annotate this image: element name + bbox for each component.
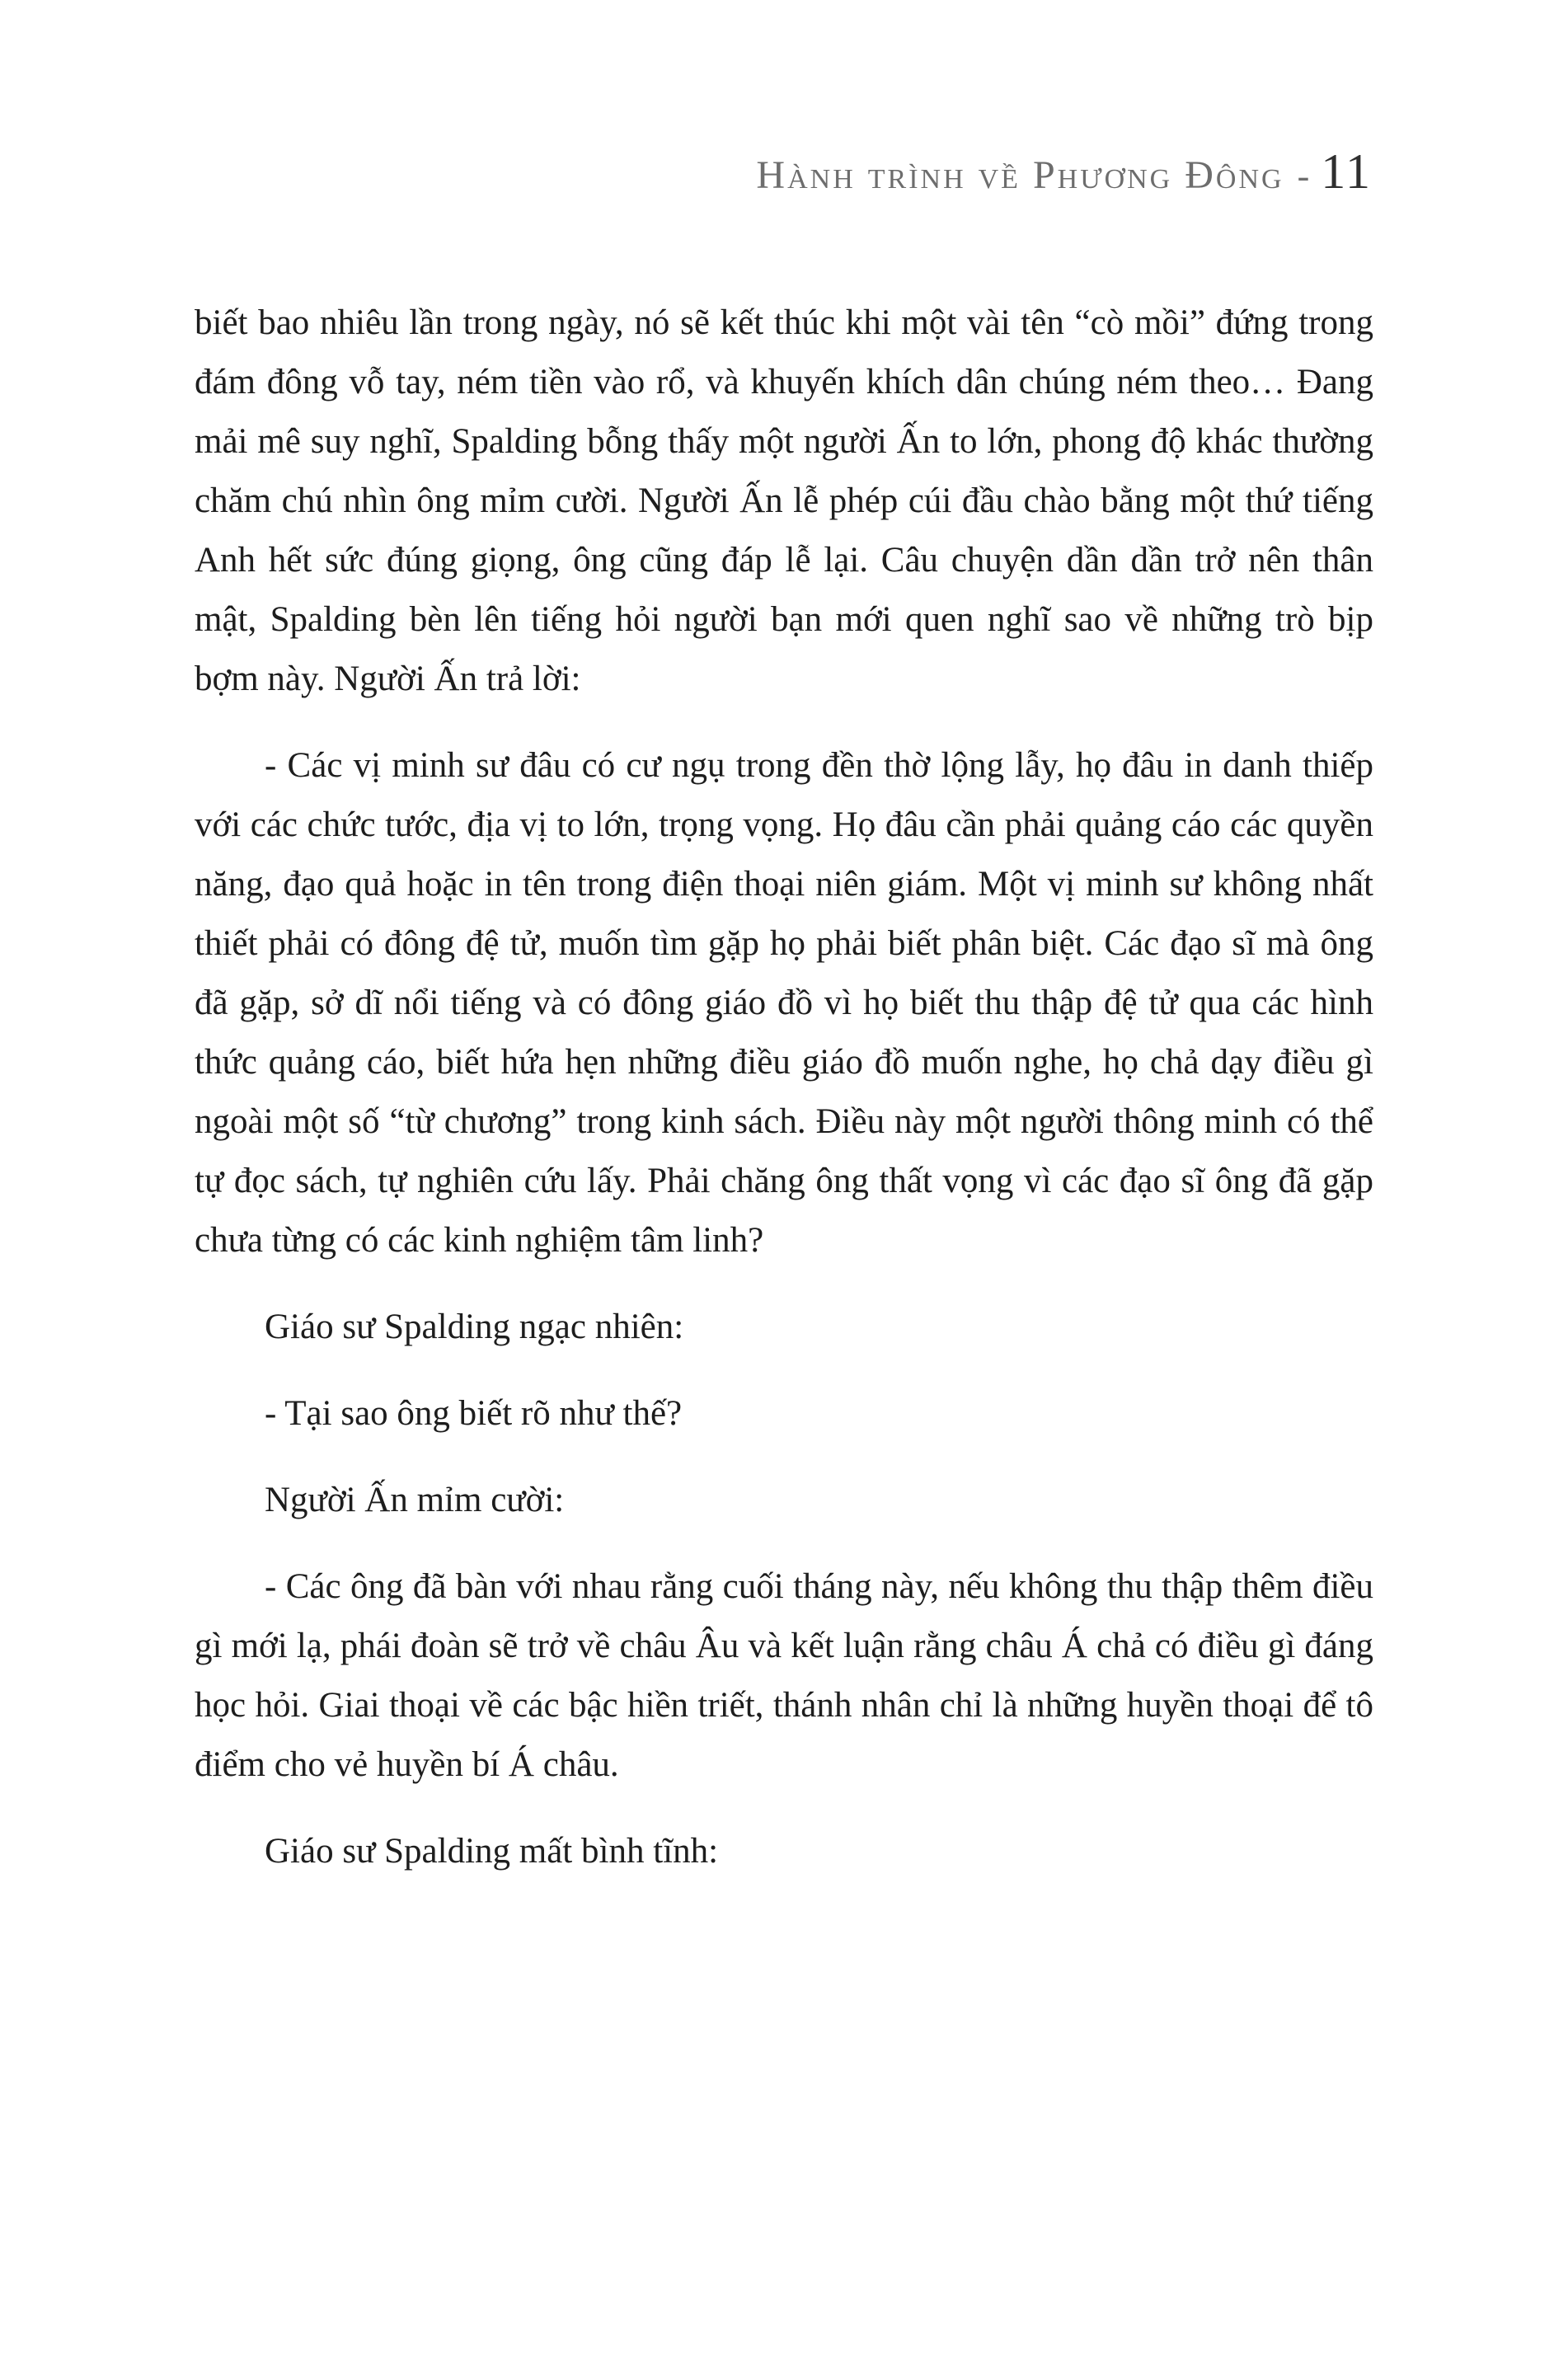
paragraph: Người Ấn mỉm cười: bbox=[265, 1481, 565, 1519]
paragraph: - Các vị minh sư đâu có cư ngụ trong đền thờ lộng lẫy, họ đâu in danh thiếp với các chức tước, địa vị to lớn, trọng vọng. Họ đâu cần phải quảng cáo các quyền năng, đạo quả hoặc in tên trong điện thoại niên giám. Một vị minh sư không nhất thiết phải có đông đệ tử, muốn tìm gặp họ phải biết phân biệt. Các đạo sĩ mà ông đã gặp, sở dĩ nổi tiếng và có đông giáo đồ vì họ biết thu thập đệ tử qua các hình thức quảng cáo, biết hứa hẹn những điều giáo đồ muốn nghe, họ chả dạy điều gì ngoài một số “từ chương” trong kinh sách. Điều này một người thông minh có thể tự đọc sách, tự nghiên cứu lấy. Phải chăng ông thất vọng vì các đạo sĩ ông đã gặp chưa từng có các kinh nghiệm tâm linh? bbox=[195, 746, 1373, 1260]
paragraph: biết bao nhiêu lần trong ngày, nó sẽ kết thúc khi một vài tên “cò mồi” đứng trong đám đông vỗ tay, ném tiền vào rổ, và khuyến khích dân chúng ném theo… Đang mải mê suy nghĩ, Spalding bỗng thấy một người Ấn to lớn, phong độ khác thường chăm chú nhìn ông mỉm cười. Người Ấn lễ phép cúi đầu chào bằng một thứ tiếng Anh hết sức đúng giọng, ông cũng đáp lễ lại. Câu chuyện dần dần trở nên thân mật, Spalding bèn lên tiếng hỏi người bạn mới quen nghĩ sao về những trò bịp bợm này. Người Ấn trả lời: bbox=[195, 303, 1373, 698]
paragraph: Giáo sư Spalding mất bình tĩnh: bbox=[265, 1832, 719, 1871]
paragraph: - Tại sao ông biết rõ như thế? bbox=[265, 1394, 683, 1433]
header-separator: - bbox=[1297, 156, 1310, 196]
paragraph: - Các ông đã bàn với nhau rằng cuối tháng này, nếu không thu thập thêm điều gì mới lạ, phái đoàn sẽ trở về châu Âu và kết luận rằng châu Á chả có điều gì đáng học hỏi. Giai thoại về các bậc hiền triết, thánh nhân chỉ là những huyền thoại để tô điểm cho vẻ huyền bí Á châu. bbox=[195, 1567, 1373, 1784]
page-number: 11 bbox=[1321, 144, 1372, 199]
paragraph: Giáo sư Spalding ngạc nhiên: bbox=[265, 1308, 684, 1346]
running-header bbox=[756, 143, 1372, 200]
book-title: Hành trình về Phương Đông bbox=[756, 153, 1284, 197]
body-text bbox=[195, 293, 1373, 1881]
